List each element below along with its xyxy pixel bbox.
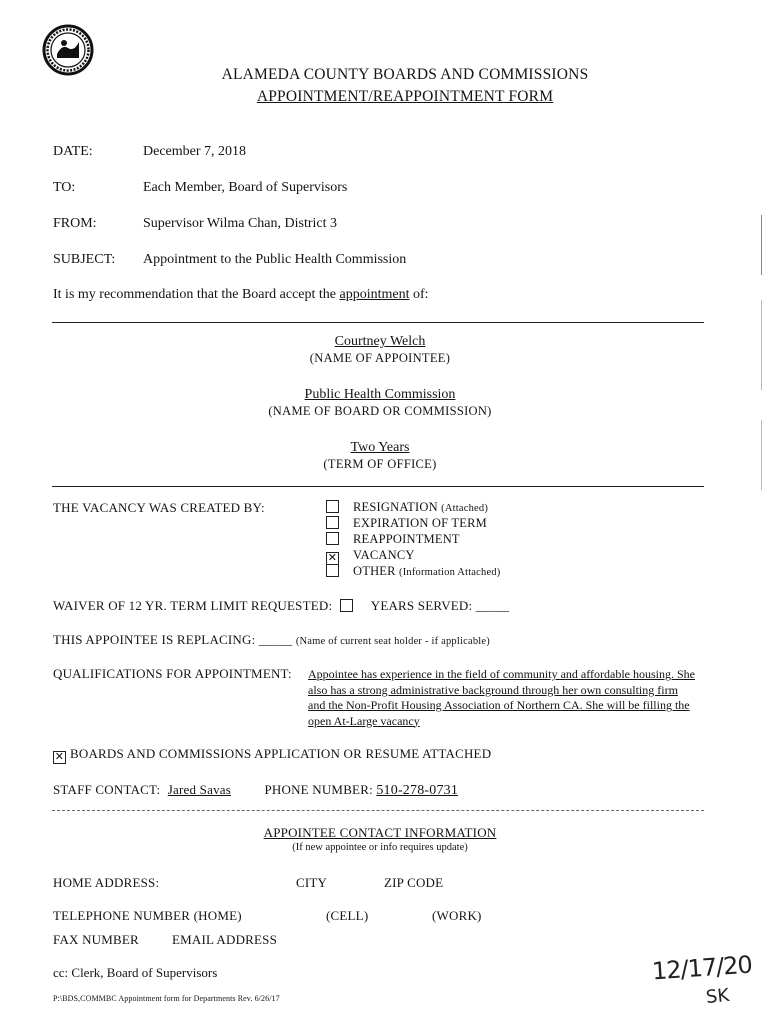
to-row	[53, 180, 347, 196]
subject-row	[53, 252, 406, 268]
form-title: ALAMEDA COUNTY BOARDS AND COMMISSIONS	[221, 66, 589, 83]
replacing-blank: _____	[258, 632, 293, 647]
empty-checkbox-icon[interactable]	[326, 564, 339, 577]
city-label: CITY	[296, 875, 328, 890]
replacing-row	[53, 632, 490, 648]
date-label: DATE:	[53, 144, 93, 159]
attachment-row	[53, 746, 491, 764]
qualifications-text: Appointee has experience in the field of community and affordable housing. She also has a strong administrative background through her own consulting firm and the Non-Profit Housing Association of Northern CA. She will be filling the open At-Large vacancy	[308, 667, 695, 728]
from-row	[53, 216, 337, 232]
intro-text: It is my recommendation that the Board accept the	[53, 287, 337, 302]
contact-info-title: APPOINTEE CONTACT INFORMATION	[263, 825, 497, 840]
to-value: Each Member, Board of Supervisors	[143, 180, 348, 195]
subject-label: SUBJECT:	[53, 252, 116, 267]
zip-label: ZIP CODE	[384, 875, 444, 890]
scan-artifact	[761, 215, 762, 275]
board-name: Public Health Commission	[304, 387, 456, 402]
x-checkbox-icon[interactable]: ✕	[327, 551, 338, 564]
replacing-label: THIS APPOINTEE IS REPLACING:	[53, 632, 256, 647]
form-subtitle: APPOINTMENT/REAPPOINTMENT FORM	[256, 88, 554, 105]
years-served-label: YEARS SERVED:	[370, 598, 473, 613]
staff-contact-label: STAFF CONTACT:	[53, 782, 161, 797]
x-checkbox-icon[interactable]: ✕	[54, 750, 65, 763]
scan-artifact	[761, 420, 762, 490]
telephone-label: TELEPHONE NUMBER (HOME)	[53, 908, 242, 923]
contact-info-subtitle: (If new appointee or info requires update)	[292, 842, 468, 853]
intro-appointment: appointment	[339, 287, 410, 302]
email-label: EMAIL ADDRESS	[172, 932, 278, 947]
cc-line: cc: Clerk, Board of Supervisors	[53, 965, 218, 980]
empty-checkbox-icon[interactable]	[340, 599, 353, 612]
vacancy-option-expiration[interactable]: EXPIRATION OF TERM	[326, 516, 487, 531]
attachment-label: BOARDS AND COMMISSIONS APPLICATION OR RESUME ATTACHED	[70, 746, 492, 761]
vacancy-option-reappointment[interactable]: REAPPOINTMENT	[326, 532, 460, 547]
from-label: FROM:	[53, 216, 97, 231]
staff-contact-row	[53, 782, 458, 799]
date-value: December 7, 2018	[143, 144, 247, 159]
home-address-label: HOME ADDRESS:	[53, 875, 160, 890]
empty-checkbox-icon[interactable]	[326, 500, 339, 513]
subject-value: Appointment to the Public Health Commission	[143, 252, 407, 267]
handwritten-initials: SK	[704, 984, 731, 1009]
vacancy-option-resignation[interactable]: RESIGNATION (Attached)	[326, 500, 488, 515]
term-of-office: Two Years	[350, 440, 410, 455]
scan-artifact	[761, 300, 762, 390]
fax-label: FAX NUMBER	[53, 932, 139, 947]
vacancy-option-vacancy[interactable]: ✕ VACANCY	[327, 548, 415, 564]
handwritten-date: 12/17/20	[651, 950, 753, 986]
empty-checkbox-icon[interactable]	[326, 516, 339, 529]
appointee-name-caption: (NAME OF APPOINTEE)	[309, 351, 451, 365]
cell-label: (CELL)	[326, 908, 369, 923]
replacing-note: (Name of current seat holder - if applicable)	[295, 636, 490, 647]
appointee-name: Courtney Welch	[334, 334, 426, 349]
empty-checkbox-icon[interactable]	[326, 532, 339, 545]
waiver-label: WAIVER OF 12 YR. TERM LIMIT REQUESTED:	[53, 598, 333, 613]
waiver-row	[53, 598, 509, 614]
divider-dashed	[52, 810, 704, 811]
footer-path: P:\BDS,COMMBC Appointment form for Departments Rev. 6/26/17	[53, 994, 280, 1003]
phone-label: PHONE NUMBER:	[264, 782, 373, 797]
to-label: TO:	[53, 180, 76, 195]
intro-row	[53, 287, 429, 303]
years-served-value: _____	[475, 598, 510, 613]
board-name-caption: (NAME OF BOARD OR COMMISSION)	[268, 404, 492, 418]
from-value: Supervisor Wilma Chan, District 3	[143, 216, 337, 231]
work-label: (WORK)	[432, 908, 482, 923]
vacancy-option-other[interactable]: OTHER (Information Attached)	[326, 564, 501, 579]
date-row	[53, 144, 246, 160]
term-of-office-caption: (TERM OF OFFICE)	[323, 457, 437, 471]
qualifications-label: QUALIFICATIONS FOR APPOINTMENT:	[53, 666, 292, 681]
divider-top	[52, 322, 704, 323]
intro-suffix: of:	[413, 287, 429, 302]
staff-contact-value: Jared Savas	[167, 782, 232, 797]
vacancy-label: THE VACANCY WAS CREATED BY:	[53, 500, 265, 515]
divider-mid	[52, 486, 704, 487]
phone-value: 510-278-0731	[376, 783, 459, 798]
